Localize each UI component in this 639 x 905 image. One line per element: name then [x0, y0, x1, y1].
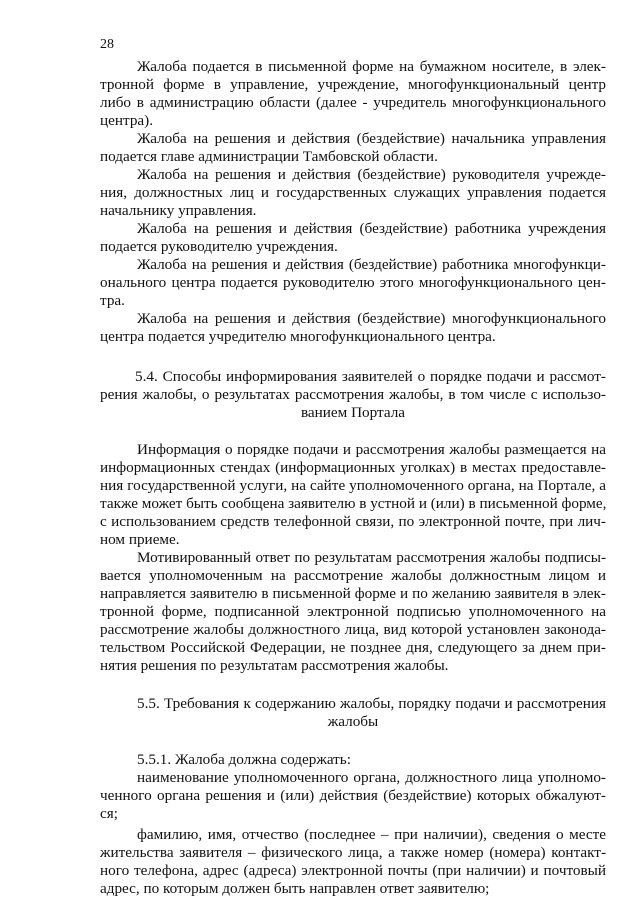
text-line: также может быть сообщена заявителю в устной и (или) в письменной форме,	[100, 495, 607, 512]
text-line: Жалоба на решения и действия (бездействие) работника учреждения	[137, 220, 606, 237]
text-line: тра.	[100, 292, 125, 309]
text-line: фамилию, имя, отчество (последнее – при наличии), сведения о месте	[137, 826, 606, 843]
text-line: вается уполномоченным на рассмотрение жалобы должностным лицом и	[100, 567, 606, 584]
text-line: Информация о порядке подачи и рассмотрения жалобы размещается на	[137, 441, 606, 458]
text-line: направляется заявителю в письменной форме и по желанию заявителя в элек-	[100, 585, 606, 602]
section-heading-line: рения жалобы, о результатах рассмотрения жалобы, в том числе с использо-	[100, 386, 606, 403]
text-line: начальнику управления.	[100, 202, 257, 219]
text-line: центра подается учредителю многофункционального центра.	[100, 328, 496, 345]
text-line: рассмотрение жалобы должностного лица, вид которой установлен законода-	[100, 621, 606, 638]
text-line: ченного органа решения и (или) действия (бездействие) которых обжалуют-	[100, 787, 606, 804]
text-line: подается главе администрации Тамбовской области.	[100, 148, 438, 165]
text-line: тронной форме в управление, учреждение, многофункциональный центр	[100, 76, 606, 93]
section-heading-line: жалобы	[327, 713, 379, 730]
text-line: информационных стендах (информационных уголках) в местах предоставле-	[100, 459, 606, 476]
text-line: центра).	[100, 112, 154, 129]
text-line: Жалоба на решения и действия (бездействие) начальника управления	[137, 130, 606, 147]
text-line: тельством Российской Федерации, не позднее дня, следующего за днем при-	[100, 639, 606, 656]
text-line: ного телефона, адрес (адреса) электронной почты (при наличии) и почтовый	[100, 862, 606, 879]
text-line: с использованием средств телефонной связи, по электронной почте, при лич-	[100, 513, 606, 530]
page-number: 28	[100, 37, 114, 52]
text-line: нятия решения по результатам рассмотрения жалобы.	[100, 657, 449, 674]
text-line: Жалоба на решения и действия (бездействие) работника многофункци-	[137, 256, 606, 273]
text-line: либо в администрацию области (далее - учредитель многофункционального	[100, 94, 606, 111]
text-line: ния, должностных лиц и государственных служащих управления подается	[100, 184, 606, 201]
text-line: ся;	[100, 805, 118, 822]
text-line: онального центра подается руководителю этого многофункционального цен-	[100, 274, 606, 291]
section-heading-line: 5.5. Требования к содержанию жалобы, порядку подачи и рассмотрения	[137, 695, 606, 712]
text-line: Жалоба на решения и действия (бездействие) руководителя учрежде-	[137, 166, 606, 183]
text-line: ном приеме.	[100, 531, 180, 548]
text-line: жительства заявителя – физического лица, а также номер (номера) контакт-	[100, 844, 606, 861]
text-line: адрес, по которым должен быть направлен ответ заявителю;	[100, 880, 490, 897]
text-line: подается руководителю учреждения.	[100, 238, 338, 255]
section-heading-line: 5.4. Способы информирования заявителей о порядке подачи и рассмот-	[135, 368, 606, 385]
text-line: Жалоба на решения и действия (бездействие) многофункционального	[137, 310, 606, 327]
subsection-heading: 5.5.1. Жалоба должна содержать:	[137, 751, 351, 768]
text-line: Мотивированный ответ по результатам рассмотрения жалобы подписы-	[137, 549, 606, 566]
text-line: тронной форме, подписанной электронной подписью уполномоченного на	[100, 603, 606, 620]
text-line: наименование уполномоченного органа, должностного лица уполномо-	[137, 769, 606, 786]
text-line: ния государственной услуги, на сайте уполномоченного органа, на Портале, а	[100, 477, 606, 494]
text-line: Жалоба подается в письменной форме на бумажном носителе, в элек-	[137, 58, 606, 75]
section-heading-line: ванием Портала	[300, 404, 406, 421]
